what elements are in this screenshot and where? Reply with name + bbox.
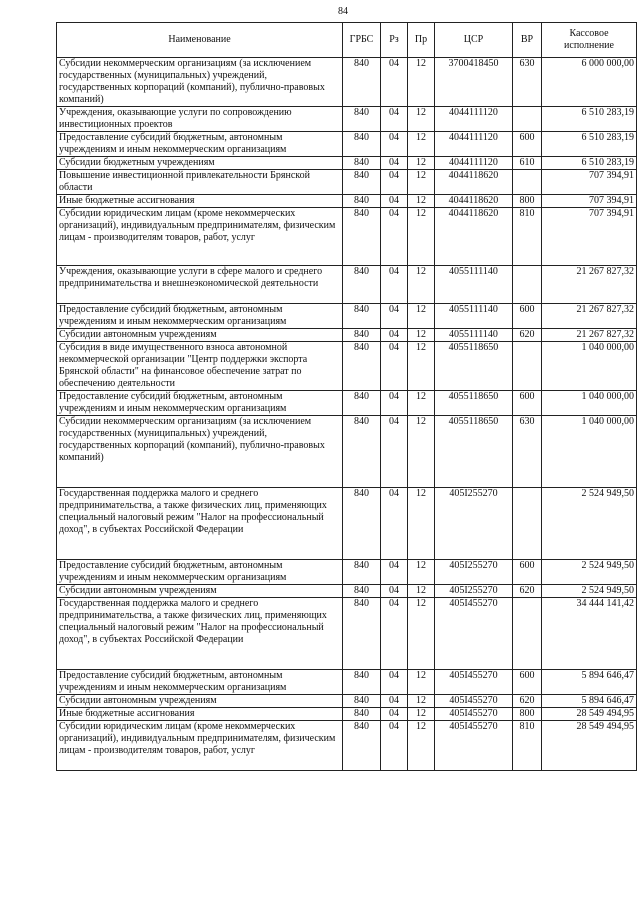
row-name: Субсидии бюджетным учреждениям — [57, 157, 343, 170]
row-pr: 12 — [408, 342, 435, 391]
row-vr: 600 — [513, 670, 542, 695]
row-amount: 2 524 949,50 — [542, 488, 637, 560]
table-row — [57, 195, 637, 208]
row-grbs: 840 — [343, 329, 381, 342]
table-row — [57, 58, 637, 107]
row-rz: 04 — [381, 266, 408, 304]
row-vr — [513, 342, 542, 391]
row-rz: 04 — [381, 391, 408, 416]
row-amount: 707 394,91 — [542, 195, 637, 208]
row-amount: 707 394,91 — [542, 208, 637, 266]
row-amount: 6 510 283,19 — [542, 132, 637, 157]
row-csr: 405I455270 — [435, 721, 513, 771]
row-name: Субсидии некоммерческим организациям (за исключением государственных (муниципальных) учреждений, государственных корпораций (компаний), публично-правовых компаний) — [57, 58, 343, 107]
row-name: Иные бюджетные ассигнования — [57, 708, 343, 721]
row-pr: 12 — [408, 721, 435, 771]
row-rz: 04 — [381, 208, 408, 266]
row-csr: 4055111140 — [435, 329, 513, 342]
row-grbs: 840 — [343, 58, 381, 107]
table-row — [57, 560, 637, 585]
row-amount: 21 267 827,32 — [542, 266, 637, 304]
row-amount: 6 510 283,19 — [542, 157, 637, 170]
row-vr — [513, 170, 542, 195]
row-grbs: 840 — [343, 708, 381, 721]
table-row — [57, 391, 637, 416]
header-grbs: ГРБС — [343, 23, 381, 58]
row-amount: 28 549 494,95 — [542, 721, 637, 771]
table-row — [57, 329, 637, 342]
table-row — [57, 416, 637, 488]
row-name: Субсидии автономным учреждениям — [57, 695, 343, 708]
row-grbs: 840 — [343, 585, 381, 598]
row-csr: 4044111120 — [435, 107, 513, 132]
table-row — [57, 585, 637, 598]
row-name: Учреждения, оказывающие услуги в сфере малого и среднего предпринимательства и внешнеэкономической деятельности — [57, 266, 343, 304]
row-amount: 707 394,91 — [542, 170, 637, 195]
row-vr: 630 — [513, 58, 542, 107]
row-csr: 405I455270 — [435, 670, 513, 695]
row-name: Субсидии автономным учреждениям — [57, 329, 343, 342]
row-pr: 12 — [408, 304, 435, 329]
table-row — [57, 695, 637, 708]
row-pr: 12 — [408, 391, 435, 416]
row-vr: 810 — [513, 721, 542, 771]
row-pr: 12 — [408, 266, 435, 304]
row-grbs: 840 — [343, 208, 381, 266]
row-grbs: 840 — [343, 266, 381, 304]
row-name: Субсидии автономным учреждениям — [57, 585, 343, 598]
row-amount: 21 267 827,32 — [542, 329, 637, 342]
row-rz: 04 — [381, 560, 408, 585]
row-vr: 620 — [513, 585, 542, 598]
header-rz: Рз — [381, 23, 408, 58]
row-rz: 04 — [381, 721, 408, 771]
row-pr: 12 — [408, 58, 435, 107]
row-grbs: 840 — [343, 721, 381, 771]
row-grbs: 840 — [343, 157, 381, 170]
row-pr: 12 — [408, 157, 435, 170]
row-amount: 6 510 283,19 — [542, 107, 637, 132]
row-rz: 04 — [381, 416, 408, 488]
row-name: Субсидия в виде имущественного взноса автономной некоммерческой организации "Центр поддержки экспорта Брянской области" на финансовое обеспечение затрат по обеспечению деятельности — [57, 342, 343, 391]
row-grbs: 840 — [343, 195, 381, 208]
row-grbs: 840 — [343, 488, 381, 560]
table-body — [57, 58, 637, 771]
table-row — [57, 488, 637, 560]
row-csr: 405I455270 — [435, 598, 513, 670]
row-rz: 04 — [381, 342, 408, 391]
row-pr: 12 — [408, 670, 435, 695]
row-rz: 04 — [381, 58, 408, 107]
row-name: Государственная поддержка малого и среднего предпринимательства, а также физических лиц, применяющих специальный налоговый режим "Налог на профессиональный доход", в субъектах Российской Федерации — [57, 488, 343, 560]
row-rz: 04 — [381, 585, 408, 598]
row-vr: 630 — [513, 416, 542, 488]
row-rz: 04 — [381, 132, 408, 157]
row-grbs: 840 — [343, 170, 381, 195]
row-name: Учреждения, оказывающие услуги по сопровождению инвестиционных проектов — [57, 107, 343, 132]
row-csr: 4044118620 — [435, 208, 513, 266]
row-csr: 4055111140 — [435, 266, 513, 304]
row-amount: 34 444 141,42 — [542, 598, 637, 670]
row-grbs: 840 — [343, 107, 381, 132]
row-rz: 04 — [381, 695, 408, 708]
row-csr: 405I255270 — [435, 560, 513, 585]
row-csr: 4055118650 — [435, 342, 513, 391]
table-row — [57, 708, 637, 721]
row-amount: 21 267 827,32 — [542, 304, 637, 329]
row-csr: 4055118650 — [435, 391, 513, 416]
row-pr: 12 — [408, 329, 435, 342]
row-amount: 5 894 646,47 — [542, 670, 637, 695]
row-rz: 04 — [381, 708, 408, 721]
table-row — [57, 304, 637, 329]
header-name: Наименование — [57, 23, 343, 58]
row-vr: 810 — [513, 208, 542, 266]
table-row — [57, 342, 637, 391]
row-csr: 405I255270 — [435, 488, 513, 560]
row-name: Предоставление субсидий бюджетным, автономным учреждениям и иным некоммерческим организациям — [57, 560, 343, 585]
row-csr: 405I455270 — [435, 708, 513, 721]
row-rz: 04 — [381, 170, 408, 195]
row-rz: 04 — [381, 670, 408, 695]
row-amount: 6 000 000,00 — [542, 58, 637, 107]
header-pr: Пр — [408, 23, 435, 58]
row-csr: 4044111120 — [435, 132, 513, 157]
row-pr: 12 — [408, 170, 435, 195]
row-vr: 610 — [513, 157, 542, 170]
row-name: Предоставление субсидий бюджетным, автономным учреждениям и иным некоммерческим организациям — [57, 304, 343, 329]
table-header-row — [57, 23, 637, 58]
header-amount: Кассовое исполнение — [542, 23, 637, 58]
row-vr — [513, 266, 542, 304]
row-pr: 12 — [408, 132, 435, 157]
row-pr: 12 — [408, 107, 435, 132]
row-amount: 28 549 494,95 — [542, 708, 637, 721]
row-name: Иные бюджетные ассигнования — [57, 195, 343, 208]
row-pr: 12 — [408, 208, 435, 266]
row-rz: 04 — [381, 598, 408, 670]
row-name: Повышение инвестиционной привлекательности Брянской области — [57, 170, 343, 195]
row-csr: 405I455270 — [435, 695, 513, 708]
table-row — [57, 266, 637, 304]
row-vr: 600 — [513, 560, 542, 585]
row-csr: 4044118620 — [435, 195, 513, 208]
table-row — [57, 598, 637, 670]
table-row — [57, 107, 637, 132]
row-name: Субсидии некоммерческим организациям (за исключением государственных (муниципальных) учреждений, государственных корпораций (компаний), публично-правовых компаний) — [57, 416, 343, 488]
row-pr: 12 — [408, 195, 435, 208]
row-rz: 04 — [381, 107, 408, 132]
row-pr: 12 — [408, 598, 435, 670]
table-row — [57, 208, 637, 266]
row-pr: 12 — [408, 488, 435, 560]
table-row — [57, 132, 637, 157]
header-csr: ЦСР — [435, 23, 513, 58]
row-grbs: 840 — [343, 391, 381, 416]
row-grbs: 840 — [343, 560, 381, 585]
row-vr — [513, 598, 542, 670]
row-grbs: 840 — [343, 598, 381, 670]
row-csr: 3700418450 — [435, 58, 513, 107]
row-amount: 1 040 000,00 — [542, 416, 637, 488]
row-name: Предоставление субсидий бюджетным, автономным учреждениям и иным некоммерческим организациям — [57, 132, 343, 157]
row-grbs: 840 — [343, 132, 381, 157]
row-name: Государственная поддержка малого и среднего предпринимательства, а также физических лиц, применяющих специальный налоговый режим "Налог на профессиональный доход", в субъектах Российской Федерации — [57, 598, 343, 670]
row-rz: 04 — [381, 304, 408, 329]
row-pr: 12 — [408, 708, 435, 721]
row-pr: 12 — [408, 695, 435, 708]
row-vr: 800 — [513, 195, 542, 208]
row-pr: 12 — [408, 560, 435, 585]
row-amount: 1 040 000,00 — [542, 342, 637, 391]
row-rz: 04 — [381, 488, 408, 560]
page-number: 84 — [338, 6, 348, 17]
row-rz: 04 — [381, 329, 408, 342]
row-name: Субсидии юридическим лицам (кроме некоммерческих организаций), индивидуальным предпринимателям, физическим лицам - производителям товаров, работ, услуг — [57, 721, 343, 771]
row-vr: 600 — [513, 391, 542, 416]
row-name: Субсидии юридическим лицам (кроме некоммерческих организаций), индивидуальным предпринимателям, физическим лицам - производителям товаров, работ, услуг — [57, 208, 343, 266]
row-name: Предоставление субсидий бюджетным, автономным учреждениям и иным некоммерческим организациям — [57, 670, 343, 695]
budget-execution-table — [56, 22, 637, 771]
row-grbs: 840 — [343, 670, 381, 695]
row-csr: 4055118650 — [435, 416, 513, 488]
row-vr — [513, 107, 542, 132]
row-vr: 620 — [513, 329, 542, 342]
row-amount: 2 524 949,50 — [542, 560, 637, 585]
row-rz: 04 — [381, 157, 408, 170]
row-vr: 800 — [513, 708, 542, 721]
row-grbs: 840 — [343, 342, 381, 391]
row-csr: 4044118620 — [435, 170, 513, 195]
table-row — [57, 721, 637, 771]
row-csr: 4044111120 — [435, 157, 513, 170]
row-grbs: 840 — [343, 416, 381, 488]
row-amount: 2 524 949,50 — [542, 585, 637, 598]
row-grbs: 840 — [343, 695, 381, 708]
row-vr — [513, 488, 542, 560]
row-name: Предоставление субсидий бюджетным, автономным учреждениям и иным некоммерческим организациям — [57, 391, 343, 416]
row-vr: 620 — [513, 695, 542, 708]
row-amount: 1 040 000,00 — [542, 391, 637, 416]
row-vr: 600 — [513, 304, 542, 329]
row-csr: 4055111140 — [435, 304, 513, 329]
table-row — [57, 170, 637, 195]
table-row — [57, 670, 637, 695]
row-rz: 04 — [381, 195, 408, 208]
row-amount: 5 894 646,47 — [542, 695, 637, 708]
row-vr: 600 — [513, 132, 542, 157]
row-pr: 12 — [408, 416, 435, 488]
header-vr: ВР — [513, 23, 542, 58]
row-grbs: 840 — [343, 304, 381, 329]
row-csr: 405I255270 — [435, 585, 513, 598]
row-pr: 12 — [408, 585, 435, 598]
table-row — [57, 157, 637, 170]
